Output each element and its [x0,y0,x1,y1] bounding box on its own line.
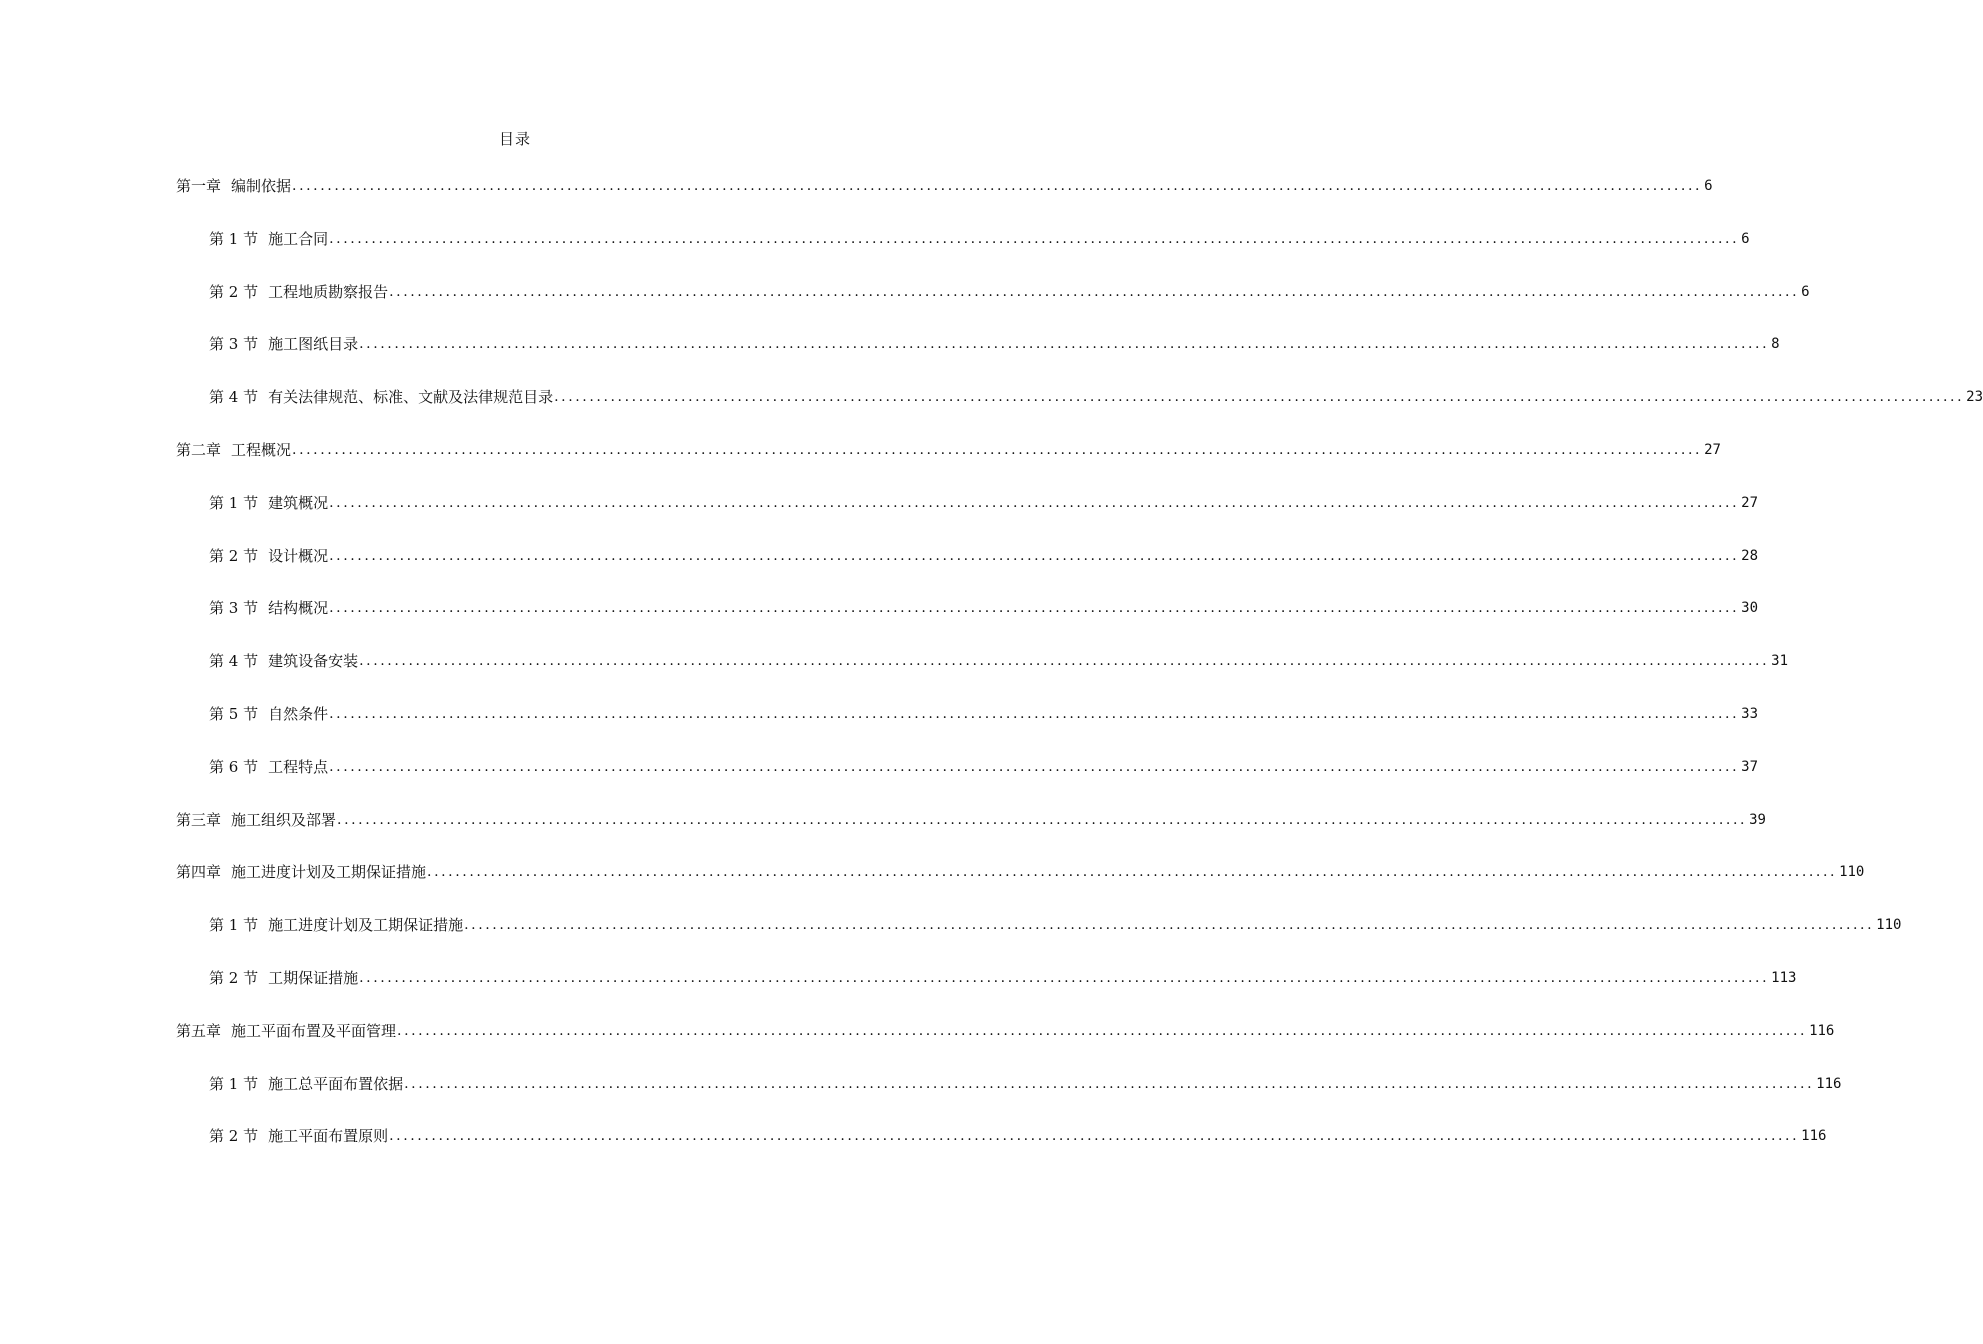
toc-page-number: 116 [1816,1075,1842,1092]
toc-dot-leader: ........................................................................................................................................................................................................ [292,442,1703,458]
toc-section-entry[interactable] [209,492,1759,514]
toc-section-entry[interactable] [209,650,1789,672]
toc-entry-number: 第 2 节 [209,282,259,301]
toc-dot-leader: ........................................................................................................................................................................................................ [329,706,1740,722]
toc-entry-title: 施工平面布置原则 [268,1127,389,1146]
toc-page-number: 28 [1741,547,1759,564]
toc-entry-title: 施工总平面布置依据 [268,1074,404,1093]
toc-entry-number: 第 1 节 [209,1074,259,1093]
toc-dot-leader: ........................................................................................................................................................................................................ [329,758,1740,775]
toc-dot-leader: ........................................................................................................................................................................................................ [389,1128,1800,1145]
toc-entry-title: 施工图纸目录 [268,335,359,354]
toc-section-entry[interactable] [209,703,1759,725]
toc-entry-heading [209,914,463,936]
toc-entry-number: 第 1 节 [209,229,259,248]
toc-entry-title: 施工组织及部署 [231,810,337,829]
toc-entry-title: 自然条件 [268,705,329,723]
toc-entry-title: 建筑设备安装 [268,652,359,671]
toc-entry-title: 建筑概况 [268,493,329,512]
toc-page-number: 110 [1839,864,1865,881]
toc-entry-number: 第 5 节 [209,705,259,723]
toc-dot-leader: ........................................................................................................................................................................................................ [404,1075,1815,1092]
toc-entry-number: 第 3 节 [209,599,259,618]
toc-section-entry[interactable] [209,756,1759,778]
toc-entry-heading [209,703,328,725]
toc-entry-number: 第 1 节 [209,916,259,935]
toc-page-number: 6 [1704,178,1713,194]
toc-entry-number: 第四章 [176,863,222,882]
toc-dot-leader: ........................................................................................................................................................................................................ [329,600,1740,617]
toc-chapter-entry[interactable] [176,175,1713,197]
toc-entry-heading [209,228,328,250]
toc-entry-heading [209,756,328,778]
toc-entry-number: 第五章 [176,1021,222,1040]
toc-page-number: 33 [1741,706,1759,722]
toc-entry-title: 施工合同 [268,229,329,248]
toc-entry-heading [176,175,291,197]
toc-page-number: 116 [1809,1022,1835,1039]
toc-entry-number: 第 4 节 [209,388,259,407]
toc-chapter-entry[interactable] [176,809,1766,831]
toc-section-entry[interactable] [209,1125,1827,1147]
toc-entry-heading [209,650,358,672]
toc-section-entry[interactable] [209,914,1902,936]
toc-dot-leader: ........................................................................................................................................................................................................ [359,336,1770,353]
toc-entry-title: 设计概况 [268,546,329,565]
toc-dot-leader: ........................................................................................................................................................................................................ [329,230,1740,247]
toc-entry-number: 第 6 节 [209,757,259,776]
toc-entry-title: 工程地质勘察报告 [268,282,389,301]
toc-entry-number: 第 2 节 [209,546,259,565]
toc-entry-title: 施工进度计划及工期保证措施 [268,916,464,935]
toc-page-number: 31 [1771,653,1789,670]
toc-page-number: 27 [1704,442,1721,458]
toc-entry-heading [176,1020,396,1042]
toc-page-number: 116 [1801,1128,1827,1145]
toc-dot-leader: ........................................................................................................................................................................................................ [329,494,1740,511]
toc-entry-number: 第 1 节 [209,493,259,512]
toc-dot-leader: ........................................................................................................................................................................................................ [427,864,1838,881]
toc-title: 目录 [498,130,531,148]
toc-dot-leader: ........................................................................................................................................................................................................ [464,917,1875,934]
toc-dot-leader: ........................................................................................................................................................................................................ [397,1022,1808,1039]
toc-entry-number: 第 3 节 [209,335,259,354]
toc-section-entry[interactable] [209,597,1759,619]
toc-dot-leader: ........................................................................................................................................................................................................ [554,389,1965,406]
toc-chapter-entry[interactable] [176,439,1721,461]
toc-entry-number: 第 2 节 [209,1127,259,1146]
toc-entry-heading [209,333,358,355]
toc-entry-heading [209,1073,403,1095]
toc-entry-heading [209,967,358,989]
toc-page-number: 39 [1749,811,1766,828]
toc-entry-title: 有关法律规范、标准、文献及法律规范目录 [268,388,554,407]
toc-entry-heading [209,1125,388,1147]
toc-section-entry[interactable] [209,967,1797,989]
toc-entry-title: 施工平面布置及平面管理 [231,1021,397,1040]
toc-dot-leader: ........................................................................................................................................................................................................ [359,970,1770,986]
toc-dot-leader: ........................................................................................................................................................................................................ [329,547,1740,564]
toc-entry-title: 编制依据 [231,177,292,195]
toc-entry-title: 工程特点 [268,757,329,776]
toc-entry-heading [176,809,336,831]
toc-page-number: 23 [1966,389,1983,406]
toc-page-number: 6 [1741,230,1750,247]
toc-entry-heading [209,281,388,303]
toc-entry-heading [209,386,553,408]
toc-entry-title: 结构概况 [268,599,329,618]
toc-entry-number: 第一章 [176,177,222,195]
toc-section-entry[interactable] [209,228,1750,250]
toc-entry-number: 第 2 节 [209,969,259,987]
toc-page-number: 27 [1741,494,1759,511]
toc-entry-number: 第三章 [176,810,222,829]
toc-entry-heading [209,545,328,567]
toc-entry-title: 工程概况 [231,441,292,459]
toc-entry-number: 第二章 [176,441,222,459]
toc-dot-leader: ........................................................................................................................................................................................................ [337,811,1748,828]
toc-page-number: 110 [1876,917,1902,934]
toc-section-entry[interactable] [209,545,1759,567]
toc-page-number: 6 [1801,283,1810,300]
toc-entry-heading [209,492,328,514]
toc-entry-title: 工期保证措施 [268,969,359,987]
toc-entry-number: 第 4 节 [209,652,259,671]
toc-section-entry[interactable] [209,1073,1842,1095]
toc-dot-leader: ........................................................................................................................................................................................................ [359,653,1770,670]
toc-chapter-entry[interactable] [176,861,1865,883]
toc-chapter-entry[interactable] [176,1020,1835,1042]
toc-entry-heading [176,439,291,461]
toc-entry-title: 施工进度计划及工期保证措施 [231,863,427,882]
toc-page-number: 37 [1741,758,1759,775]
toc-section-entry[interactable] [209,281,1810,303]
toc-page-number: 30 [1741,600,1759,617]
toc-entry-heading [176,861,426,883]
toc-entry-heading [209,597,328,619]
toc-section-entry[interactable] [209,386,1983,408]
toc-section-entry[interactable] [209,333,1780,355]
toc-dot-leader: ........................................................................................................................................................................................................ [292,178,1703,194]
toc-page-number: 8 [1771,336,1780,353]
toc-dot-leader: ........................................................................................................................................................................................................ [389,283,1800,300]
toc-page-number: 113 [1771,970,1797,986]
